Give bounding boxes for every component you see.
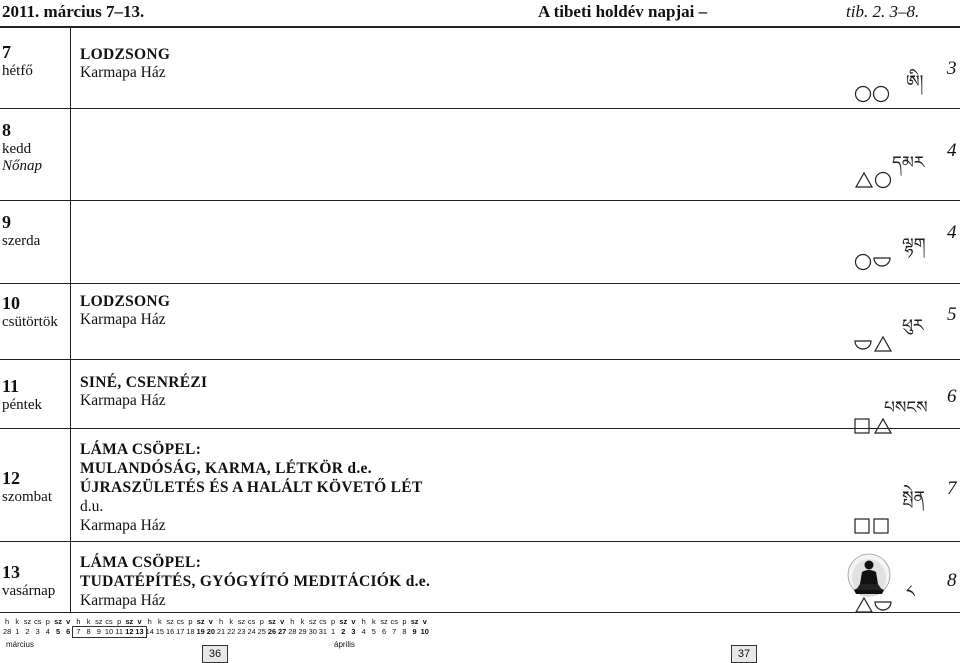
mini-calendar-day-header: sz [339,617,348,626]
mini-calendar-date: 9 [96,627,101,636]
mini-calendar-date: 31 [318,627,328,636]
current-week-highlight [72,626,147,638]
mini-calendar-day-header: k [300,617,305,626]
mini-calendar-day-header: k [158,617,162,626]
mini-calendar-date: 11 [115,627,123,636]
day-number: 11 [2,376,20,396]
page-number-left: 36 [202,645,228,663]
mini-calendar-date: 5 [371,627,376,636]
day-name: kedd [2,141,32,157]
mini-calendar-date: 22 [227,627,236,636]
header-title: A tibeti holdév napjai – [538,2,708,21]
mini-calendar-date: 19 [196,627,205,636]
event-line: ÚJRASZÜLETÉS ÉS A HALÁLT KÖVETŐ LÉT [80,479,423,496]
halfdisc-triangle-symbol [853,334,893,354]
mini-calendar-date: 25 [257,627,266,636]
mini-calendar-day-header: sz [410,617,419,626]
mini-calendar [2,617,958,639]
day-13-event [80,553,430,610]
mini-calendar-date: 2 [341,627,346,636]
tib-script-label: སྤེན [902,488,925,508]
mini-calendar-day-header: sz [54,617,62,626]
day-number: 8 [2,120,11,140]
mini-calendar-day-header: cs [319,617,327,626]
row-divider [0,108,960,109]
mini-calendar-date: 23 [237,627,246,636]
day-note: Nőnap [2,158,43,174]
mini-calendar-date: 24 [247,627,256,636]
day-7 [2,42,33,80]
header-date-range: 2011. március 7–13. [2,2,145,21]
event-title: LODZSONG [80,293,171,310]
tib-day-number: 7 [947,478,957,499]
mini-calendar-date: 20 [206,627,215,636]
mini-calendar-day-header: v [422,617,427,626]
mini-calendar-day-header: h [76,617,81,626]
mini-calendar-day-header: v [280,617,285,626]
mini-calendar-day-header: sz [380,617,388,626]
row-divider [0,359,960,360]
mini-calendar-date: 12 [125,627,134,636]
mini-calendar-day-header: sz [23,617,32,626]
mini-calendar-date: 16 [165,627,175,636]
day-name: szombat [2,489,52,505]
mini-calendar-day-header: p [45,617,50,626]
event-place: Karmapa Ház [80,64,166,81]
mini-calendar-day-header: p [259,617,264,626]
tib-day-number: 3 [947,58,957,79]
mini-calendar-date: 10 [104,627,114,636]
tib-script-label: དམར [892,153,925,173]
day-10 [2,293,58,331]
row-divider [0,541,960,542]
day-8 [2,120,42,175]
mini-calendar-date: 30 [308,627,317,636]
mini-calendar-day-header: sz [196,617,205,626]
tib-script-label: པསངས [884,398,928,418]
day-number: 7 [2,42,11,62]
mini-calendar-day-header: cs [247,617,256,626]
mini-calendar-day-header: v [208,617,213,626]
event-place: Karmapa Ház [80,592,166,609]
row-divider [0,612,960,613]
day-name: csütörtök [2,314,58,330]
mini-calendar-date: 27 [278,627,287,636]
day-number: 12 [2,468,20,488]
square-triangle-symbol [853,416,893,436]
mini-calendar-day-header: sz [166,617,174,626]
triangle-halfdisc-symbol [853,596,893,614]
tib-script-label: ༨ [906,582,915,602]
mini-calendar-date: 18 [186,627,195,636]
mini-calendar-date: 9 [412,627,417,636]
circle-circle-symbol [853,84,893,104]
event-line: d.u. [80,498,104,515]
mini-calendar-date: 3 [35,627,40,636]
tib-day-number: 5 [947,304,957,325]
event-place: Karmapa Ház [80,517,166,534]
mini-calendar-date: 8 [402,627,407,636]
mini-calendar-day-header: cs [33,617,42,626]
mini-calendar-date: 4 [45,627,50,636]
mini-calendar-date: 28 [288,627,297,636]
mini-calendar-date: 10 [420,627,429,636]
triangle-circle-symbol [853,170,893,190]
event-place: Karmapa Ház [80,392,166,409]
mini-calendar-day-header: sz [309,617,317,626]
mini-calendar-day-header: k [15,617,20,626]
mini-calendar-date: 2 [25,627,30,636]
tib-script-label: ལྷག [902,235,926,255]
mini-calendar-day-header: cs [390,617,398,626]
mini-calendar-day-header: v [351,617,356,626]
row-divider [0,200,960,201]
mini-calendar-day-header: h [361,617,366,626]
day-13 [2,562,55,600]
mini-calendar-day-header: h [147,617,152,626]
header-tib-range: tib. 2. 3–8. [846,2,920,21]
mini-calendar-day-header: p [188,617,193,626]
day-number: 13 [2,562,20,582]
event-title: SINÉ, CSENRÉZI [80,374,208,391]
event-title: LÁMA CSÖPEL: [80,441,202,458]
square-square-symbol [853,516,893,536]
mini-calendar-day-header: h [5,617,10,626]
page-number-right: 37 [731,645,757,663]
row-divider [0,283,960,284]
day-12 [2,468,52,506]
mini-calendar-date: 21 [216,627,226,636]
day-9 [2,212,40,250]
day-name: szerda [2,233,41,249]
day-7-event [80,46,170,82]
mini-calendar-day-header: sz [268,617,276,626]
mini-calendar-date: 7 [392,627,397,636]
mini-calendar-date: 6 [66,627,71,636]
event-title: LODZSONG [80,46,171,63]
mini-calendar-date: 28 [2,627,12,636]
event-line: TUDATÉPÍTÉS, GYÓGYÍTÓ MEDITÁCIÓK d.e. [80,573,431,590]
tib-day-number: 4 [947,140,957,161]
mini-calendar-date: 1 [331,627,336,636]
mini-calendar-day-header: cs [176,617,184,626]
mini-calendar-day-header: k [86,617,91,626]
mini-calendar-day-header: p [331,617,336,626]
tib-script-label: ཨི། [906,72,924,92]
mini-calendar-day-header: p [117,617,122,626]
day-number: 10 [2,293,20,313]
day-12-event [80,440,423,535]
mini-calendar-day-header: h [218,617,224,626]
month-label-april: április [334,640,355,649]
day-name: vasárnap [2,583,56,599]
event-line: MULANDÓSÁG, KARMA, LÉTKÖR d.e. [80,460,372,477]
mini-calendar-day-header: k [371,617,376,626]
event-title: LÁMA CSÖPEL: [80,554,202,571]
mini-calendar-date: 17 [176,627,185,636]
circle-halfdisc-symbol [853,252,893,272]
mini-calendar-day-header: sz [125,617,134,626]
month-label-march: március [6,640,35,649]
event-place: Karmapa Ház [80,311,166,328]
day-column-divider [70,28,71,612]
mini-calendar-day-header: p [402,617,407,626]
mini-calendar-date: 5 [55,627,61,636]
header-rule [0,26,960,28]
day-11 [2,376,42,414]
mini-calendar-date: 29 [298,627,307,636]
mini-calendar-day-header: v [66,617,71,626]
day-name: péntek [2,397,42,413]
mini-calendar-date: 1 [15,627,20,636]
day-11-event [80,374,207,410]
mini-calendar-date: 6 [381,627,387,636]
tib-day-number: 6 [947,386,957,407]
mini-calendar-day-header: v [137,617,142,626]
mini-calendar-day-header: k [229,617,234,626]
mini-calendar-date: 4 [361,627,366,636]
mini-calendar-day-header: sz [237,617,246,626]
day-number: 9 [2,212,11,232]
mini-calendar-day-header: sz [95,617,103,626]
mini-calendar-date: 7 [76,627,81,636]
mini-calendar-day-header: h [290,617,295,626]
mini-calendar-day-header: cs [105,617,113,626]
mini-calendar-date: 14 [145,627,154,636]
mini-calendar-date: 26 [267,627,277,636]
tib-script-label: ཕུར [902,316,924,336]
day-name: hétfő [2,63,33,79]
day-10-event [80,293,170,329]
mini-calendar-date: 13 [135,627,144,636]
buddha-image-icon [846,552,892,598]
mini-calendar-date: 3 [351,627,356,636]
mini-calendar-date: 8 [86,627,91,636]
mini-calendar-date: 15 [155,627,165,636]
tib-day-number: 4 [947,222,957,243]
mini-calendar-dates [2,627,430,636]
mini-calendar-day-headers [2,617,430,626]
row-divider [0,428,960,429]
tib-day-number: 8 [947,570,957,591]
